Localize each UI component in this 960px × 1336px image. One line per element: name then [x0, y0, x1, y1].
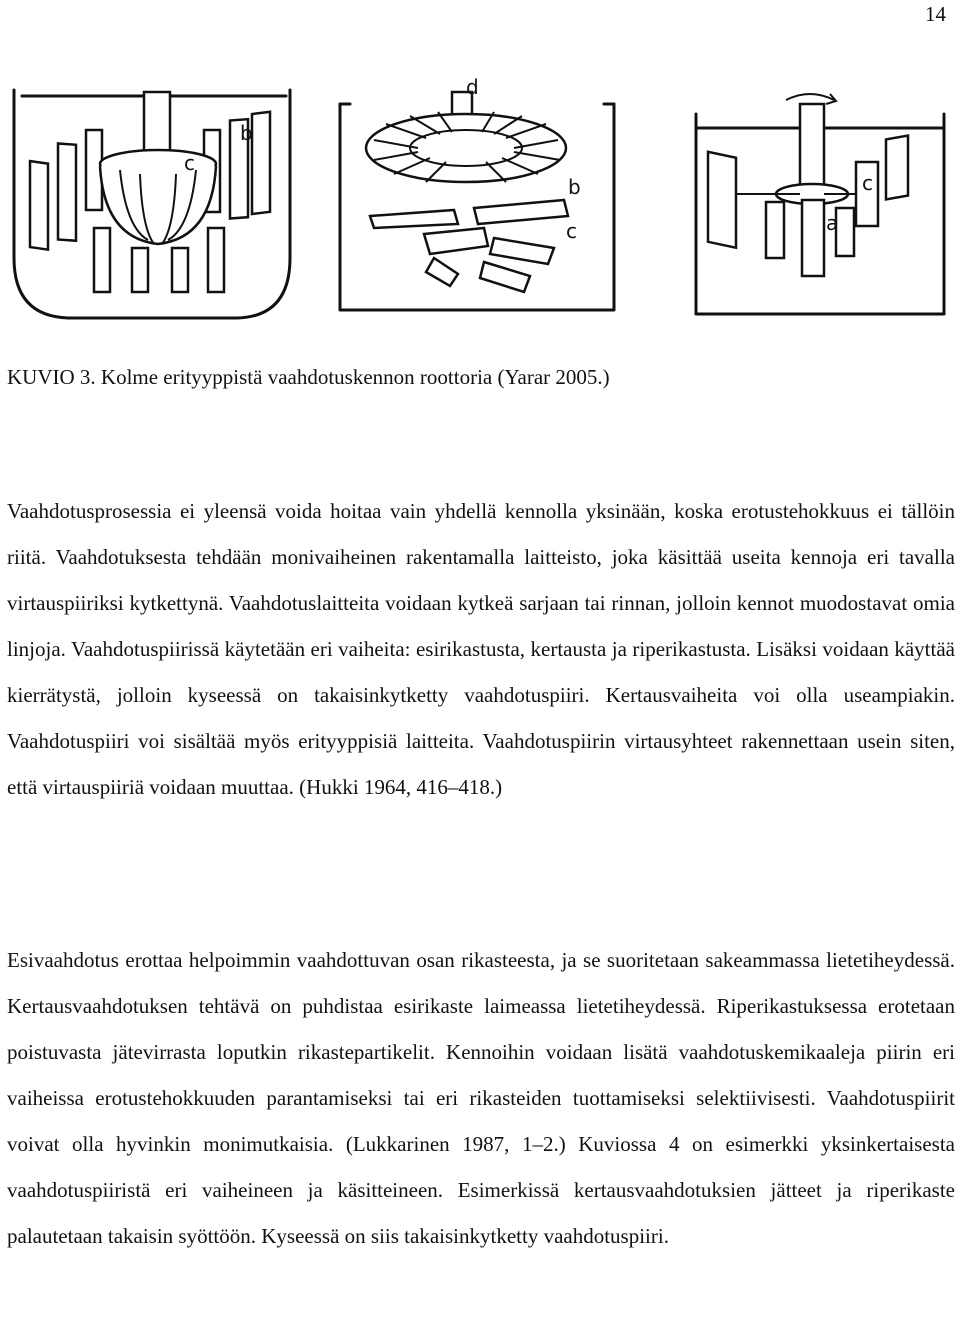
label-a-3: a	[826, 211, 839, 235]
label-c-1: c	[184, 151, 195, 175]
rotor-diagram-2	[334, 78, 624, 328]
body-paragraph-1: Vaahdotusprosessia ei yleensä voida hoitaa vain yhdellä kennolla yksinään, koska erotustehokkuus ei tällöin riitä. Vaahdotuksesta tehdään monivaiheinen rakentamalla laitteisto, joka käsittää useita kennoja eri tavalla virtauspiiriksi kytkettynä. Vaahdotuslaitteita voidaan kytkeä sarjaan tai rinnan, jolloin kennot muodostavat omia linjoja. Vaahdotuspiirissä käytetään eri vaiheita: esirikastusta, kertausta ja riperikastusta. Lisäksi voidaan käyttää kierrätystä, jolloin kyseessä on takaisinkytketty vaahdotuspiiri. Kertausvaiheita voi olla useampiakin. Vaahdotuspiiri voi sisältää myös erityyppisiä laitteita. Vaahdotuspiirin virtausyhteet rakennettaan usein siten, että virtauspiiriä voidaan muuttaa. (Hukki 1964, 416–418.)	[7, 499, 955, 799]
rotor-diagram-1	[8, 78, 308, 328]
label-b-1: b	[240, 121, 253, 145]
rotor-figure	[0, 78, 960, 328]
figure-caption: KUVIO 3. Kolme erityyppistä vaahdotuskennon roottoria (Yarar 2005.)	[7, 365, 610, 389]
label-d-2: d	[466, 78, 479, 99]
label-c-2: c	[566, 219, 577, 243]
body-paragraph-2: Esivaahdotus erottaa helpoimmin vaahdottuvan osan rikasteesta, ja se suoritetaan sakeammassa lietetiheydessä. Kertausvaahdotuksen tehtävä on puhdistaa esirikaste laimeassa lietetiheydessä. Riperikastuksessa erotetaan poistuvasta jätevirrasta loputkin rikastepartikelit. Kennoihin voidaan lisätä vaahdotuskemikaaleja piirin eri vaiheissa erotustehokkuuden parantamiseksi tai eri rikasteiden tuottamiseksi selektiivisesti. Vaahdotuspiirit voivat olla hyvinkin monimutkaisia. (Lukkarinen 1987, 1–2.) Kuviossa 4 on esimerkki yksinkertaisesta vaahdotuspiiristä eri vaiheineen ja käsitteineen. Esimerkissä kertausvaahdotuksien jätteet ja riperikaste palautetaan takaisin syöttöön. Kyseessä on siis takaisinkytketty vaahdotuspiiri.	[7, 948, 955, 1248]
label-c-3: c	[862, 171, 873, 195]
page-number: 14	[925, 2, 946, 26]
label-b-2: b	[568, 175, 581, 199]
rotor-diagram-3	[690, 78, 950, 328]
